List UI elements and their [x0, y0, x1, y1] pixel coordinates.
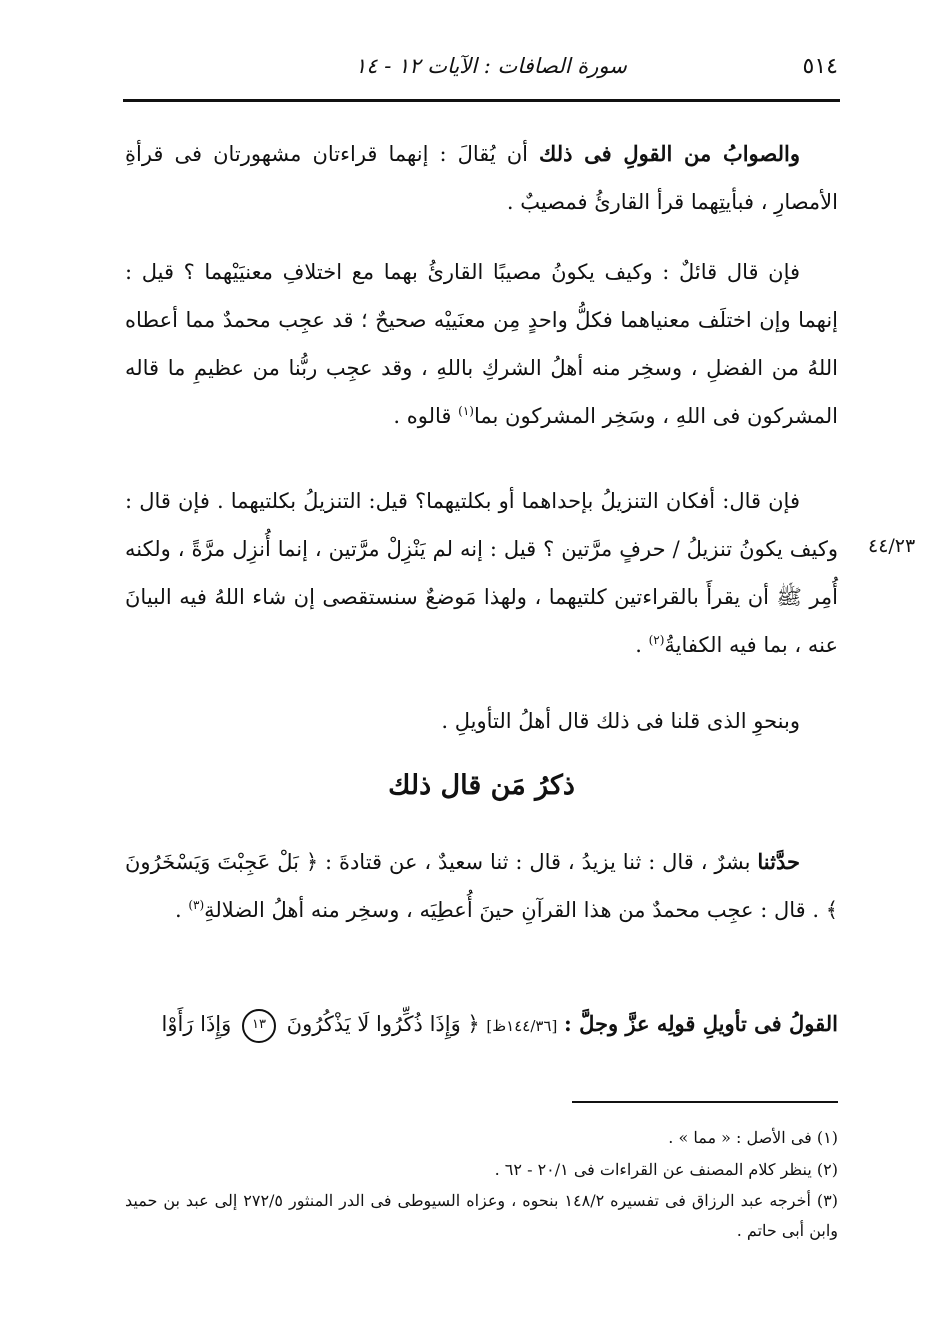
paragraph-2-tail: قالوه . — [393, 404, 452, 428]
running-header — [125, 46, 838, 86]
tafsir-heading-lead: القولُ فى تأويلِ قولِه عزَّ وجلَّ : — [564, 1011, 838, 1036]
tafsir-heading-line — [125, 1000, 838, 1050]
paragraph-3-tail: . — [635, 633, 642, 657]
surah-title: سورة الصافات : الآيات ١٢ - ١٤ — [355, 54, 627, 78]
footnote-divider — [572, 1101, 838, 1103]
hadith-paragraph — [125, 838, 838, 934]
header-divider — [123, 99, 840, 102]
footnote-3: (٣) أخرجه عبد الرزاق فى تفسيره ١٤٨/٢ بنحوه ، وعزاه السيوطى فى الدر المنثور ٢٧٢/٥ إلى عبد بن حميد وابن أبى حاتم . — [125, 1191, 838, 1240]
hadith-tail: . — [174, 898, 182, 922]
paragraph-2-text: فإن قال قائلٌ : وكيف يكونُ مصيبًا القارئُ بهما مع اختلافِ معنيَيْهما ؟ قيل : إنهما وإن اختلَف معنياهما فكلُّ واحدٍ مِن معنَييْه صحيحٌ ؛ قد عجِب محمدٌ مما أعطاه اللهُ من الفضلِ ، وسخِر منه أهلُ الشركِ باللهِ ، وقد عجِب ربُّنا من عظيمِ ما قاله المشركون فى اللهِ ، وسَخِر المشركون بما — [125, 260, 838, 428]
paragraph-2 — [125, 248, 838, 440]
paragraph-3-text: فإن قال: أفكان التنزيلُ بإحداهما أو بكلتيهما؟ قيل: التنزيلُ بكلتيهما . فإن قال : وكيف يكونُ تنزيلُ / حرفٍ مرَّتين ؟ قيل : إنه لم يَنْزِلْ مرَّتين ، إنما أُنزِل مرَّةً ، ولكنه أُمِر ﷺ أن يقرأَ بالقراءتين كلتيهما ، ولهذا مَوضعٌ سنستقصى إن شاء اللهُ فيه البيانَ عنه ، بما فيه الكفايةُ — [125, 489, 838, 657]
manuscript-reference: [١٤٤/٣٦ظ] — [486, 1017, 558, 1035]
footnote-marker-2[interactable]: (٢) — [648, 633, 665, 647]
paragraph-1-text: أن يُقالَ : إنهما قراءتان مشهورتان فى قرأةِ الأمصارِ ، فبأيتِهما قرأ القارئُ فمصيبٌ . — [125, 142, 838, 214]
footnote-2: (٢) ينظر كلام المصنف عن القراءات فى ٢٠/١ - ٦٢ . — [494, 1160, 838, 1179]
footnote-marker-3[interactable]: (٣) — [188, 898, 205, 912]
hadith-lead: حدَّثنا — [757, 849, 800, 874]
paragraph-3 — [125, 477, 838, 669]
paragraph-1 — [125, 130, 838, 226]
verse-text-a: ﴿ وَإِذَا ذُكِّرُوا لَا يَذْكُرُونَ — [286, 1012, 480, 1036]
paragraph-4-text: وبنحوِ الذى قلنا فى ذلك قال أهلُ التأويلِ . — [441, 709, 800, 733]
verse-text-b: وَإِذَا رَأَوْا — [161, 1012, 232, 1036]
margin-reference: ٤٤/٢٣ — [868, 535, 916, 557]
footnotes — [125, 1122, 838, 1246]
paragraph-1-lead: والصوابُ من القولِ فى ذلك — [539, 141, 800, 166]
footnote-marker-1[interactable]: (١) — [458, 404, 474, 418]
section-heading: ذكرُ مَن قال ذلك — [388, 770, 575, 801]
hadith-text: بشرٌ ، قال : ثنا يزيدُ ، قال : ثنا سعيدٌ ، عن قتادةَ : ﴿ بَلْ عَجِبْتَ وَيَسْخَرُونَ ﴾ . قال : عجِب محمدٌ من هذا القرآنِ حينَ أُعطِيَه ، وسخِر منه أهلُ الضلالةِ — [125, 850, 838, 922]
ayah-number-marker: ١٣ — [242, 1009, 276, 1043]
page-number: ٥١٤ — [802, 53, 838, 79]
paragraph-4 — [125, 697, 838, 745]
footnote-1: (١) فى الأصل : « مما » . — [668, 1128, 838, 1147]
